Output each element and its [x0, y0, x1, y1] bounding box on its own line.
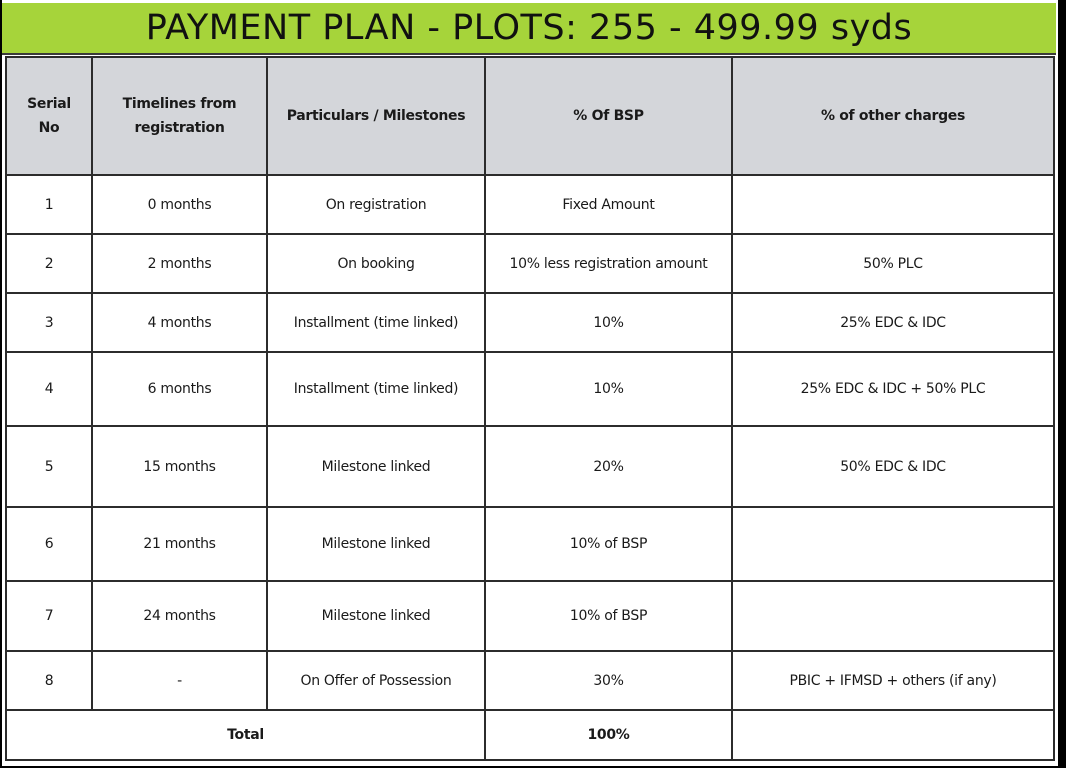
cell-timeline: 15 months	[92, 426, 267, 507]
cell-serial: 2	[6, 234, 92, 293]
cell-timeline: -	[92, 651, 267, 710]
table-row	[6, 651, 1054, 710]
title-banner	[2, 3, 1056, 55]
header-serial-no: Serial No	[6, 57, 92, 175]
cell-other-charges	[732, 581, 1054, 651]
table-row	[6, 581, 1054, 651]
cell-timeline: 2 months	[92, 234, 267, 293]
cell-timeline: 6 months	[92, 352, 267, 426]
table-row	[6, 352, 1054, 426]
cell-particulars: On booking	[267, 234, 485, 293]
header-timeline: Timelines from registration	[92, 57, 267, 175]
table-row	[6, 507, 1054, 581]
table-row	[6, 175, 1054, 234]
table-row	[6, 426, 1054, 507]
cell-other-charges: 25% EDC & IDC	[732, 293, 1054, 352]
cell-serial: 6	[6, 507, 92, 581]
cell-serial: 5	[6, 426, 92, 507]
cell-timeline: 0 months	[92, 175, 267, 234]
cell-bsp: 30%	[485, 651, 732, 710]
total-row	[6, 710, 1054, 760]
table-header-row	[6, 57, 1054, 175]
header-particulars: Particulars / Milestones	[267, 57, 485, 175]
cell-bsp: 10%	[485, 293, 732, 352]
total-other-charges	[732, 710, 1054, 760]
cell-particulars: Milestone linked	[267, 507, 485, 581]
cell-other-charges	[732, 175, 1054, 234]
payment-plan-table	[5, 56, 1055, 761]
cell-particulars: On Offer of Possession	[267, 651, 485, 710]
cell-bsp: 10% of BSP	[485, 507, 732, 581]
cell-bsp: 10%	[485, 352, 732, 426]
cell-bsp: 20%	[485, 426, 732, 507]
cell-bsp: 10% less registration amount	[485, 234, 732, 293]
total-label: Total	[6, 710, 485, 760]
cell-serial: 1	[6, 175, 92, 234]
table-row	[6, 234, 1054, 293]
cell-particulars: Installment (time linked)	[267, 352, 485, 426]
cell-timeline: 24 months	[92, 581, 267, 651]
cell-timeline: 4 months	[92, 293, 267, 352]
cell-other-charges: 25% EDC & IDC + 50% PLC	[732, 352, 1054, 426]
cell-other-charges: PBIC + IFMSD + others (if any)	[732, 651, 1054, 710]
cell-particulars: Installment (time linked)	[267, 293, 485, 352]
cell-particulars: Milestone linked	[267, 581, 485, 651]
cell-particulars: Milestone linked	[267, 426, 485, 507]
cell-bsp: Fixed Amount	[485, 175, 732, 234]
cell-other-charges: 50% EDC & IDC	[732, 426, 1054, 507]
table-row	[6, 293, 1054, 352]
cell-bsp: 10% of BSP	[485, 581, 732, 651]
cell-other-charges	[732, 507, 1054, 581]
cell-serial: 8	[6, 651, 92, 710]
page-title: PAYMENT PLAN - PLOTS: 255 - 499.99 syds	[145, 8, 913, 48]
cell-other-charges: 50% PLC	[732, 234, 1054, 293]
header-bsp: % Of BSP	[485, 57, 732, 175]
cell-serial: 7	[6, 581, 92, 651]
cell-serial: 3	[6, 293, 92, 352]
header-other-charges: % of other charges	[732, 57, 1054, 175]
cell-timeline: 21 months	[92, 507, 267, 581]
cell-particulars: On registration	[267, 175, 485, 234]
cell-serial: 4	[6, 352, 92, 426]
total-bsp: 100%	[485, 710, 732, 760]
